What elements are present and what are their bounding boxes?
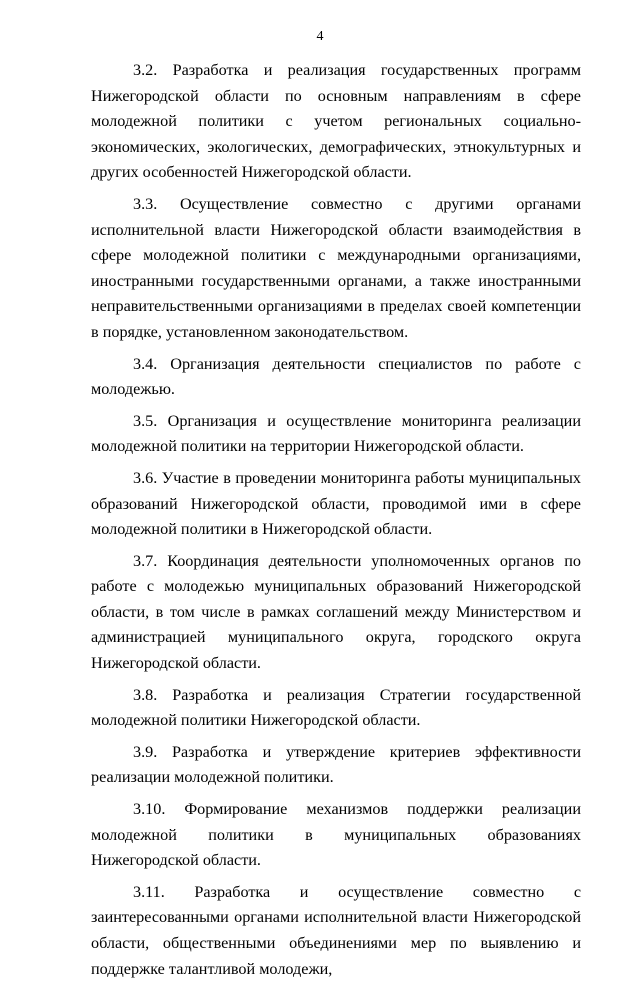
paragraph-3-4: 3.4. Организация деятельности специалистов по работе с молодежью. xyxy=(91,354,581,399)
paragraph-3-2: 3.2. Разработка и реализация государственных программ Нижегородской области по основным направлениям в сфере молодежной политики с учетом региональных социально-экономических, экологических, демографических, этнокультурных и других особенностей Нижегородской области. xyxy=(91,61,581,182)
paragraph-3-8: 3.8. Разработка и реализация Стратегии государственной молодежной политики Нижегородской области. xyxy=(91,685,581,730)
paragraph-3-6: 3.6. Участие в проведении мониторинга работы муниципальных образований Нижегородской области, проводимой ими в сфере молодежной политики в Нижегородской области. xyxy=(91,468,581,539)
paragraph-3-11: 3.11. Разработка и осуществление совместно с заинтересованными органами исполнительной власти Нижегородской области, общественными объединениями мер по выявлению и поддержке талантливой молодежи, xyxy=(91,882,581,978)
paragraph-3-10: 3.10. Формирование механизмов поддержки реализации молодежной политики в муниципальных образованиях Нижегородской области. xyxy=(91,800,581,870)
paragraph-3-5: 3.5. Организация и осуществление мониторинга реализации молодежной политики на территории Нижегородской области. xyxy=(91,411,581,456)
document-body xyxy=(91,58,581,988)
paragraph-3-7: 3.7. Координация деятельности уполномоченных органов по работе с молодежью муниципальных образований Нижегородской области, в том числе в рамках соглашений между Министерством и администрацией муниципального округа, городского округа Нижегородской области. xyxy=(91,551,581,673)
page-number: 4 xyxy=(316,29,324,44)
paragraph-3-9: 3.9. Разработка и утверждение критериев эффективности реализации молодежной политики. xyxy=(91,742,581,787)
paragraph-3-3: 3.3. Осуществление совместно с другими органами исполнительной власти Нижегородской области взаимодействия в сфере молодежной политики с международными организациями, иностранными государственными органами, а также иностранными неправительственными организациями в пределах своей компетенции в порядке, установленном законодательством. xyxy=(91,194,581,341)
